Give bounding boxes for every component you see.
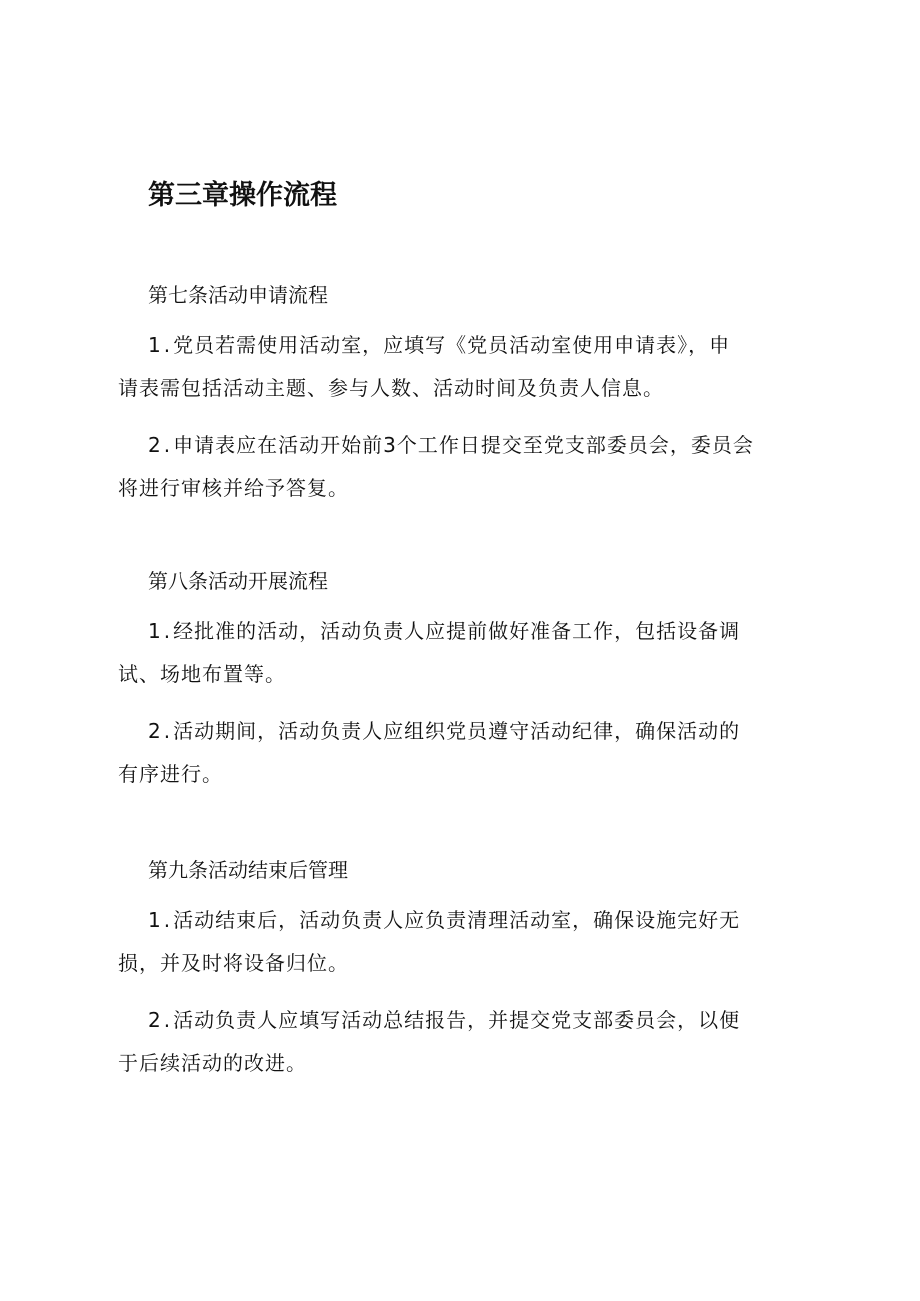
clause-text: 党员若需使用活动室，应填写《党员活动室使用申请表》，申 xyxy=(173,333,731,357)
clause-text: 活动负责人应填写活动总结报告，并提交党支部委员会，以便 xyxy=(173,1008,741,1032)
clause-line xyxy=(148,610,823,653)
clause-number: 1 xyxy=(148,908,162,932)
clause-item xyxy=(118,324,823,410)
clause-dot: . xyxy=(163,908,172,932)
clause-item xyxy=(118,899,823,985)
clause-dot: . xyxy=(163,433,172,457)
clause-number: 1 xyxy=(148,333,162,357)
clause-text: 经批准的活动，活动负责人应提前做好准备工作，包括设备调 xyxy=(173,619,741,643)
clause-dot: . xyxy=(163,1008,172,1032)
clause-line xyxy=(148,710,823,753)
clause-line: 于后续活动的改进。 xyxy=(118,1051,307,1075)
clause-item xyxy=(118,999,823,1085)
clause-line xyxy=(148,999,823,1042)
clause-item xyxy=(118,610,823,696)
article-7 xyxy=(118,280,828,510)
clause-number: 2 xyxy=(148,433,162,457)
clause-text: 活动期间，活动负责人应组织党员遵守活动纪律，确保活动的 xyxy=(173,719,741,743)
clause-text: 活动结束后，活动负责人应负责清理活动室，确保设施完好无 xyxy=(173,908,741,932)
clause-line: 试、场地布置等。 xyxy=(118,662,286,686)
clause-number: 2 xyxy=(148,719,162,743)
clause-number: 1 xyxy=(148,619,162,643)
article-8 xyxy=(118,566,828,796)
chapter-title: 第三章操作流程 xyxy=(148,180,337,211)
clause-line: 将进行审核并给予答复。 xyxy=(118,476,349,500)
clause-item xyxy=(118,710,823,796)
clause-line: 请表需包括活动主题、参与人数、活动时间及负责人信息。 xyxy=(118,376,664,400)
clause-line: 有序进行。 xyxy=(118,762,223,786)
article-title: 第八条活动开展流程 xyxy=(148,569,328,593)
clause-line xyxy=(148,324,823,367)
article-title: 第七条活动申请流程 xyxy=(148,283,328,307)
clause-text: 申请表应在活动开始前3个工作日提交至党支部委员会，委员会 xyxy=(173,433,754,457)
article-9 xyxy=(118,855,828,1085)
clause-dot: . xyxy=(163,719,172,743)
clause-dot: . xyxy=(163,333,172,357)
clause-dot: . xyxy=(163,619,172,643)
article-title: 第九条活动结束后管理 xyxy=(148,858,348,882)
clause-line: 损，并及时将设备归位。 xyxy=(118,951,349,975)
clause-item xyxy=(118,424,823,510)
clause-number: 2 xyxy=(148,1008,162,1032)
clause-line xyxy=(148,899,823,942)
clause-line xyxy=(148,424,823,467)
